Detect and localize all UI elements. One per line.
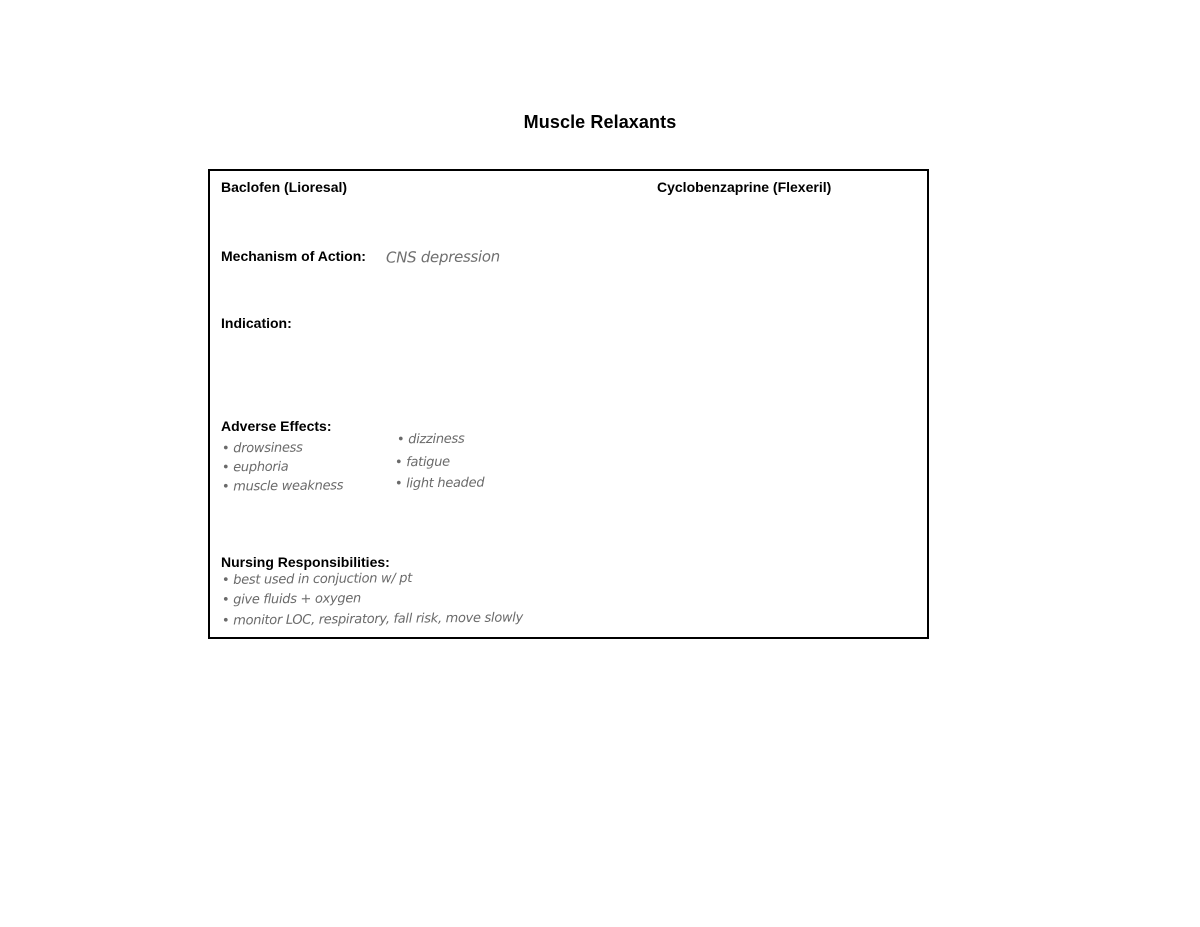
adverse-effect-item: • muscle weakness	[221, 478, 344, 495]
adverse-effect-item: • euphoria	[221, 459, 289, 476]
adverse-effect-item: • fatigue	[394, 454, 450, 471]
nursing-label: Nursing Responsibilities:	[221, 554, 390, 570]
right-drug-heading: Cyclobenzaprine (Flexeril)	[657, 179, 832, 195]
left-drug-heading: Baclofen (Lioresal)	[221, 179, 348, 195]
nursing-note: • monitor LOC, respiratory, fall risk, move slowly	[221, 610, 524, 629]
nursing-note: • give fluids + oxygen	[221, 591, 362, 608]
mechanism-label: Mechanism of Action:	[221, 248, 366, 264]
adverse-effect-item: • drowsiness	[221, 440, 303, 457]
adverse-effects-label: Adverse Effects:	[221, 418, 332, 434]
page-title: Muscle Relaxants	[523, 112, 677, 132]
mechanism-note: CNS depression	[385, 247, 501, 267]
drug-table	[208, 169, 929, 639]
adverse-effect-item: • light headed	[394, 475, 485, 492]
nursing-note: • best used in conjuction w/ pt	[221, 571, 413, 588]
indication-label: Indication:	[221, 315, 292, 331]
adverse-effect-item: • dizziness	[396, 431, 465, 448]
